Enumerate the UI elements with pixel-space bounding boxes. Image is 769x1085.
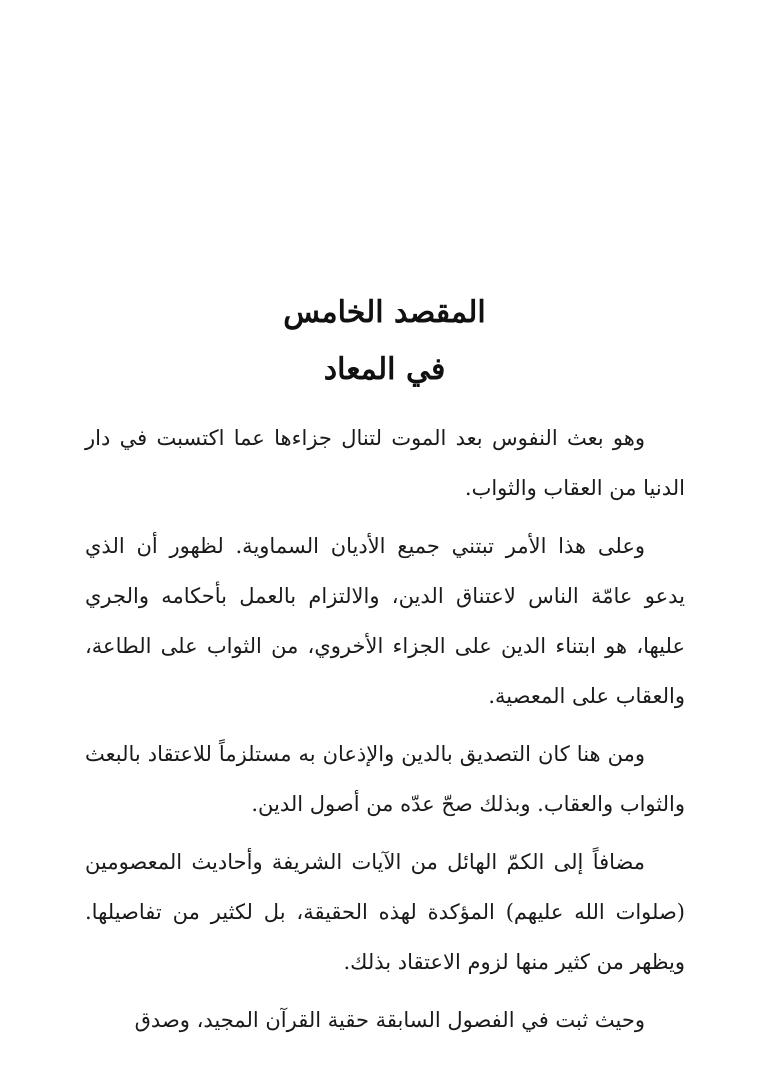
paragraph-3: ومن هنا كان التصديق بالدين والإذعان به مستلزماً للاعتقاد بالبعث والثواب والعقاب. وبذلك صحّ عدّه من أصول الدين. [85, 742, 685, 816]
body-text [85, 413, 685, 1045]
chapter-title: المقصد الخامس [283, 295, 486, 330]
paragraph-5: وحيث ثبت في الفصول السابقة حقية القرآن المجيد، وصدق [134, 1008, 645, 1032]
chapter-subtitle: في المعاد [323, 352, 446, 387]
paragraph-1: وهو بعث النفوس بعد الموت لتنال جزاءها عما اكتسبت في دار الدنيا من العقاب والثواب. [85, 426, 685, 500]
paragraph-2: وعلى هذا الأمر تبتني جميع الأديان السماوية. لظهور أن الذي يدعو عامّة الناس لاعتناق الدين، والالتزام بالعمل بأحكامه والجري عليها، هو ابتناء الدين على الجزاء الأخروي، من الثواب على الطاعة، والعقاب على المعصية. [85, 534, 685, 708]
paragraph-4: مضافاً إلى الكمّ الهائل من الآيات الشريفة وأحاديث المعصومين (صلوات الله عليهم) المؤكدة لهذه الحقيقة، بل لكثير من تفاصيلها. ويظهر من كثير منها لزوم الاعتقاد بذلك. [85, 850, 685, 974]
